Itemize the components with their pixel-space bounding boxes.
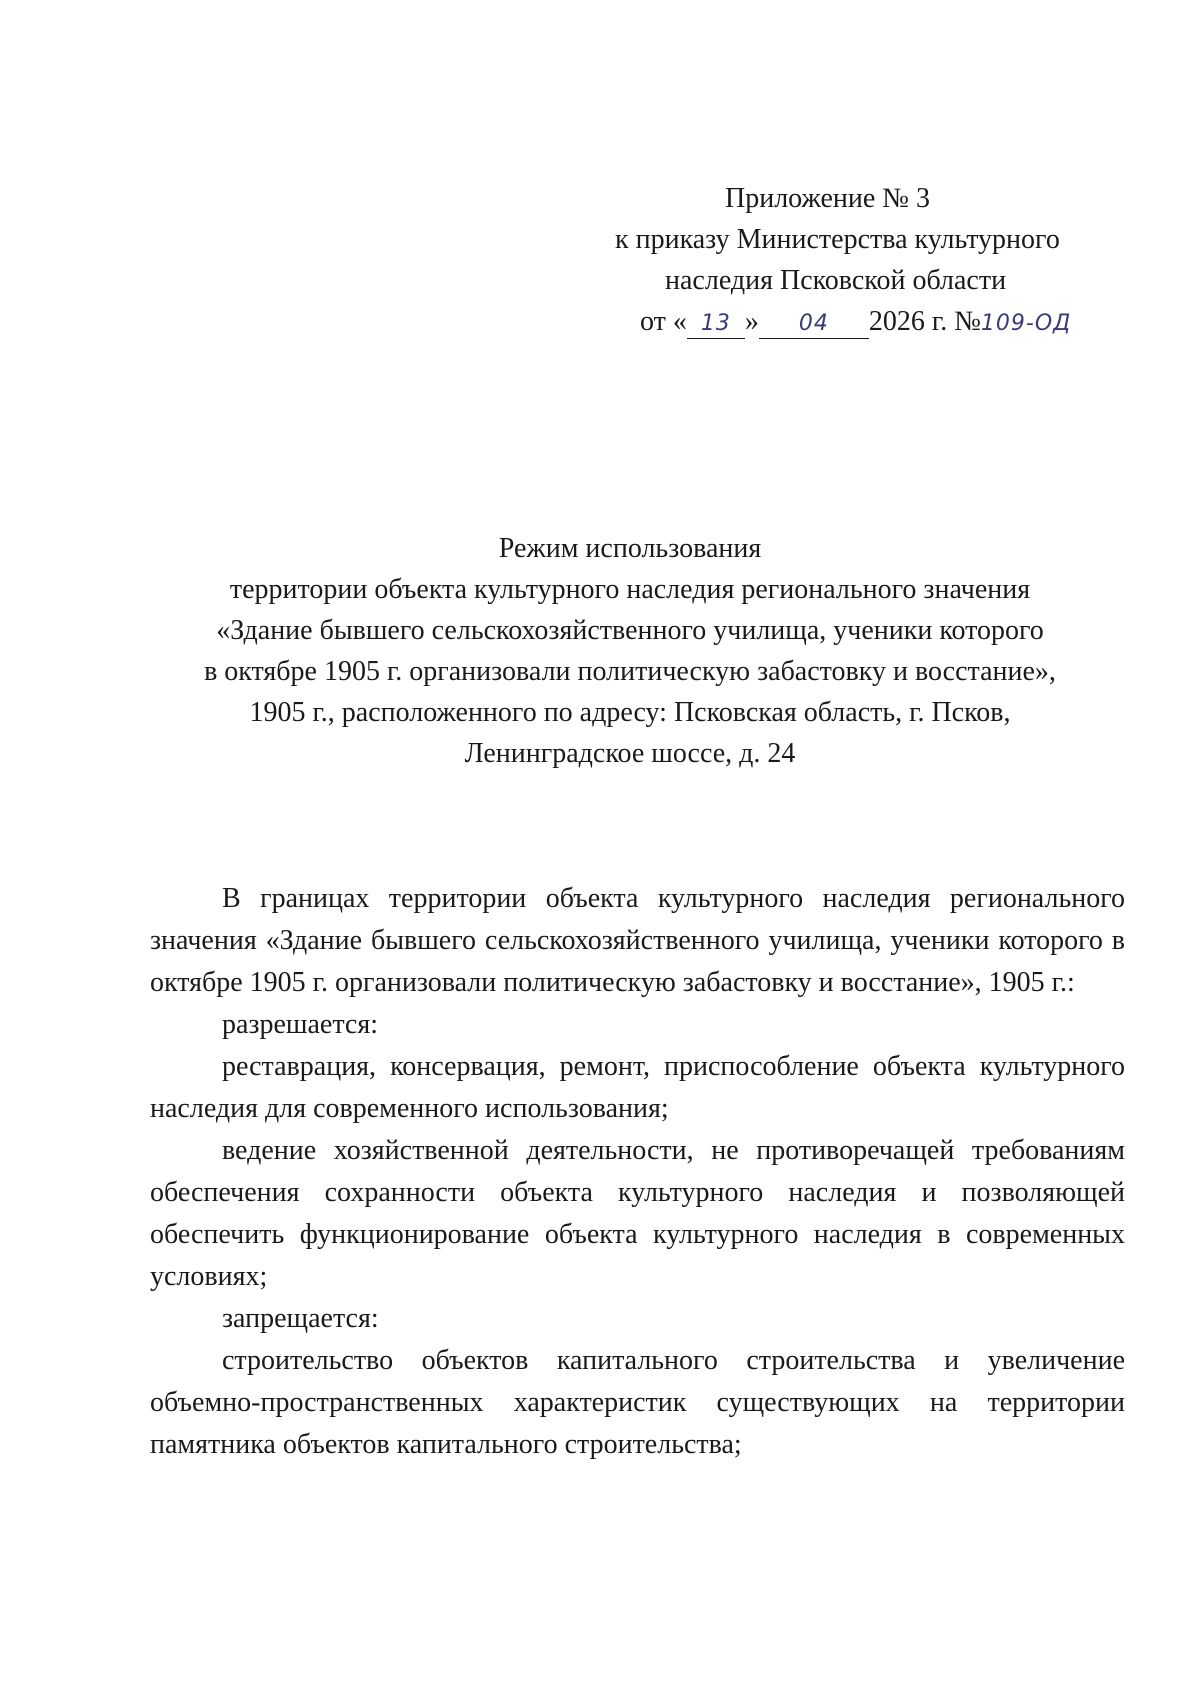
date-separator: » [744,306,759,337]
date-year: 2026 г. № [868,306,981,337]
title-line-2: территории объекта культурного наследия регионального значения [229,574,1031,605]
order-number: 109-ОД [980,311,1072,336]
allowed-label: разрешается: [222,1009,378,1040]
title-line-5: 1905 г., расположенного по адресу: Псковская область, г. Псков, [249,697,1011,728]
date-month: 04 [798,311,829,336]
title-line-4: в октябре 1905 г. организовали политическую забастовку и восстание», [204,656,1056,687]
date-prefix: от « [640,306,687,337]
forbidden-item-1: строительство объектов капитального строительства и увеличение объемно-пространственных характеристик существующих на территории памятника объектов капитального строительства; [150,1345,1125,1460]
order-date-line [560,301,1120,342]
allowed-item-2: ведение хозяйственной деятельности, не противоречащей требованиям обеспечения сохранности объекта культурного наследия и позволяющей обеспечить функционирование объекта культурного наследия в современных условиях; [150,1135,1125,1292]
title-line-3: «Здание бывшего сельскохозяйственного училища, ученики которого [216,615,1044,646]
date-day: 13 [700,311,731,336]
date-month-blank [759,308,869,339]
intro-paragraph: В границах территории объекта культурного наследия регионального значения «Здание бывшего сельскохозяйственного училища, ученики которого в октябре 1905 г. организовали политическую забастовку и восстание», 1905 г.: [150,883,1125,998]
ministry-name: наследия Псковской области [665,265,1007,296]
order-number-blank [980,308,1072,338]
appendix-header [560,178,1120,342]
allowed-item-1: реставрация, консервация, ремонт, приспособление объекта культурного наследия для современного использования; [150,1051,1125,1124]
document-title [130,528,1130,774]
forbidden-label: запрещается: [222,1303,379,1334]
date-day-blank [687,308,745,339]
title-line-1: Режим использования [498,533,762,564]
document-body [150,878,1125,1466]
appendix-number: Приложение № 3 [725,183,930,214]
order-reference: к приказу Министерства культурного [615,224,1060,255]
title-line-6: Ленинградское шоссе, д. 24 [464,738,796,769]
